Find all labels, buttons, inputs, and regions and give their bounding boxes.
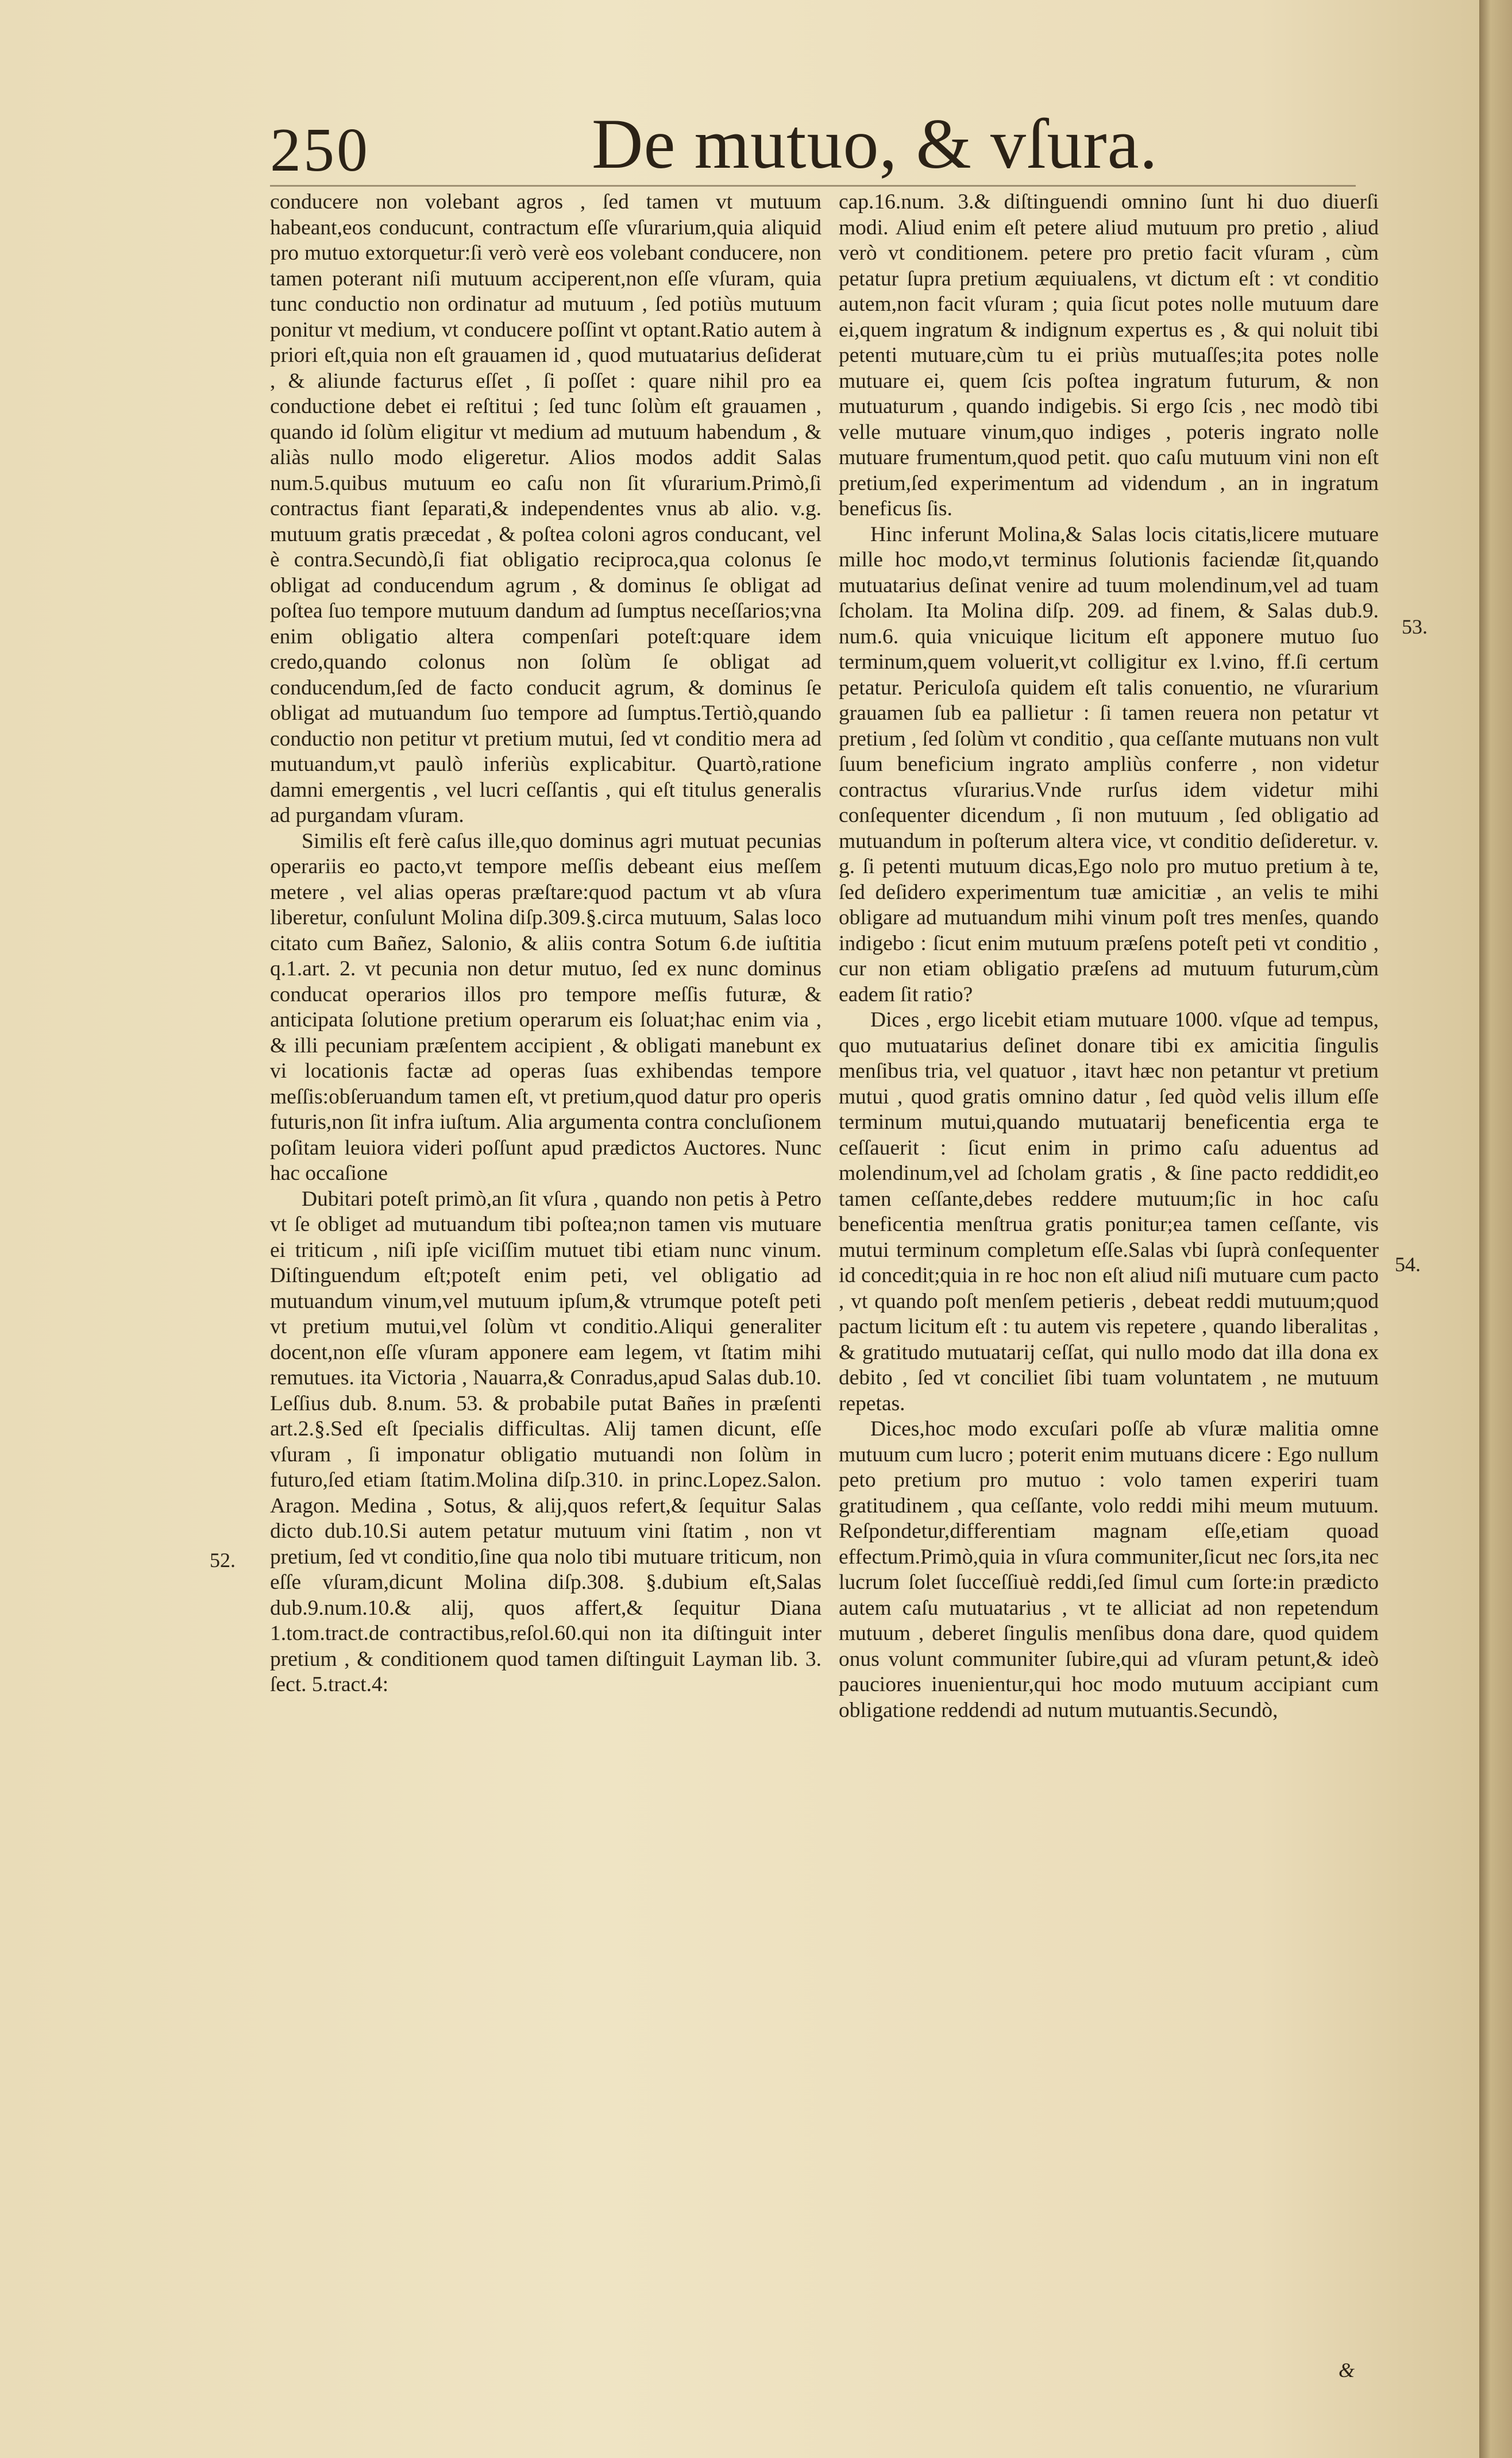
page-title: De mutuo, & vſura. <box>592 105 1158 183</box>
margin-number-54: 54. <box>1395 1253 1421 1276</box>
paragraph: Dices,hoc modo excuſari poſſe ab vſuræ malitia omne mutuum cum lucro ; poterit enim mutuans dicere : Ego nullum peto pretium pro mutuo : volo tamen experiri tuam gratitudinem , qua ceſſante, volo reddi mihi meum mutuum. Reſpondetur,differentiam magnam eſſe,etiam quoad effectum.Primò,quia in vſura communiter,ſicut nec ſors,ita nec lucrum ſolet ſucceſſiuè reddi,ſed ſimul cum ſorte:in prædicto autem caſu mutuatarius , vt te alliciat ad non repetendum mutuum , deberet ſingulis menſibus dona dare, quod quidem onus volunt communiter ſubire,qui ad vſuram petunt,& ideò pauciores inuenientur,qui hoc modo mutuum accipiant cum obligatione reddendi ad nutum mutuantis.Secundò, <box>839 1417 1379 1722</box>
paragraph: conducere non volebant agros , ſed tamen vt mutuum habeant,eos conducunt, contractum eſſe vſurarium,quia aliquid pro mutuo extorquetur:ſi verò verè eos volebant conducere, non tamen poterant niſi mutuum acciperent,non eſſe vſuram, quia tunc conductio non ordinatur ad mutuum , ſed potiùs mutuum ponitur vt medium, vt conducere poſſint vt optant.Ratio autem à priori eſt,quia non eſt grauamen id , quod mutuatarius deſiderat , & aliunde facturus eſſet , ſi poſſet : quare nihil pro ea conductione debet ei reſtitui ; ſed tunc ſolùm eſt grauamen , quando id ſolùm eligitur vt medium ad mutuum habendum , & aliàs nullo modo eligeretur. Alios modos addit Salas num.5.quibus mutuum eo caſu non ſit vſurarium.Primò,ſi contractus fiant ſeparati,& independentes vnus ab alio. v.g. mutuum gratis præcedat , & poſtea coloni agros conducant, vel è contra.Secundò,ſi fiat obligatio reciproca,qua colonus ſe obligat ad conducendum agrum , & dominus ſe obligat ad poſtea ſuo tempore mutuum dandum ad ſumptus neceſſarios;vna enim obligatio altera compenſari poteſt:quare idem credo,quando colonus non ſolùm ſe obligat ad conducendum,ſed de facto conducit agrum, & dominus ſe obligat ad mutuandum ſuo tempore ad ſumptus.Tertiò,quando conductio non petitur vt pretium mutui, ſed vt conditio mera ad mutuandum,vt paulò inferiùs explicabitur. Quartò,ratione damni emergentis , vel lucri ceſſantis , qui eſt titulus generalis ad purgandam vſuram. <box>270 190 821 827</box>
running-head <box>270 103 1158 190</box>
margin-number-52: 52. <box>210 1549 236 1572</box>
header-rule <box>270 185 1356 187</box>
paragraph: Dices , ergo licebit etiam mutuare 1000. vſque ad tempus, quo mutuatarius deſinet donare tibi ex amicitia ſingulis menſibus tria, vel quatuor , itavt hæc non petantur vt pretium mutui , quod gratis omnino datur , ſed quòd velis illum eſſe terminum mutui,quando mutuatarij beneficentia erga te ceſſauerit : ſicut enim in primo caſu aduentus ad molendinum,vel ad ſcholam gratis , & ſine pacto reddidit,eo tamen ceſſante,debes reddere mutuum;ſic in hoc caſu beneficentia menſtrua gratis ponitur;ea tamen ceſſante, vis mutui terminum completum eſſe.Salas vbi ſuprà conſequenter id concedit;quia in re hoc non eſt aliud niſi mutuare cum pacto , vt quando poſt menſem petieris , debeat reddi mutuum;quod pactum licitum eſt : tu autem vis repetere , quando liberalitas , & gratitudo mutuatarij ceſſat, qui nullo modo dat illa dona ex debito , ſed vt conciliet ſibi tuam voluntatem , ne mutuum repetas. <box>839 1008 1379 1415</box>
left-column <box>270 190 821 1698</box>
right-column <box>839 190 1379 1723</box>
page-number: 250 <box>270 116 370 184</box>
paragraph: Dubitari poteſt primò,an ſit vſura , quando non petis à Petro vt ſe obliget ad mutuandum tibi poſtea;non tamen vis mutuare ei triticum , niſi ipſe viciſſim mutuet tibi etiam nunc vinum. Diſtinguendum eſt;poteſt enim peti, vel obligatio ad mutuandum vinum,vel mutuum ipſum,& vtrumque poteſt peti vt pretium mutui,vel ſolùm vt conditio.Aliqui generaliter docent,non eſſe vſuram apponere eam legem, vt ſtatim mihi remutues. ita Victoria , Nauarra,& Conradus,apud Salas dub.10. Leſſius dub. 8.num. 53. & probabile putat Bañes in præſenti art.2.§.Sed eſt ſpecialis difficultas. Alij tamen dicunt, eſſe vſuram , ſi imponatur obligatio mutuandi non ſolùm in futuro,ſed etiam ſtatim.Molina diſp.310. in princ.Lopez.Salon. Aragon. Medina , Sotus, & alij,quos refert,& ſequitur Salas dicto dub.10.Si autem petatur mutuum vini ſtatim , non vt pretium, ſed vt conditio,ſine qua nolo tibi mutuare triticum, non eſſe vſuram,dicunt Molina diſp.308. §.dubium eſt,Salas dub.9.num.10.& alij, quos affert,& ſequitur Diana 1.tom.tract.de contractibus,reſol.60.qui non ita diſtinguit inter pretium , & conditionem quod tamen diſtinguit Layman lib. 3. ſect. 5.tract.4: <box>270 1187 821 1696</box>
margin-number-53: 53. <box>1402 615 1428 638</box>
paragraph: cap.16.num. 3.& diſtinguendi omnino ſunt hi duo diuerſi modi. Aliud enim eſt petere aliud mutuum pro pretio , aliud verò vt conditionem. petere pro pretio facit vſuram , cùm petatur ſupra pretium æquiualens, vt dictum eſt : vt conditio autem,non facit vſuram ; quia ſicut potes nolle mutuum dare ei,quem ingratum & indignum expertus es , & qui noluit tibi petenti mutuare,cùm tu ei priùs mutuaſſes;ita potes nolle mutuare ei, quem ſcis poſtea ingratum futurum, & non mutuaturum , quando indigebis. Si ergo ſcis , nec modò tibi velle mutuare vinum,quo indiges , poteris ingrato nolle mutuare frumentum,quod petit. quo caſu mutuum vini non eſt pretium,ſed experimentum ad videndum , an in ingratum beneficus ſis. <box>839 190 1379 520</box>
paragraph: Hinc inferunt Molina,& Salas locis citatis,licere mutuare mille hoc modo,vt terminus ſolutionis faciendæ ſit,quando mutuatarius deſinat venire ad tuum molendinum,vel ad tuam ſcholam. Ita Molina diſp. 209. ad finem, & Salas dub.9. num.6. quia vnicuique licitum eſt apponere mutuo ſuo terminum,quem voluerit,vt colligitur ex l.vino, ff.ſi certum petatur. Periculoſa quidem eſt talis conuentio, ne vſurarium grauamen ſub ea pallietur : ſi tamen reuera non petatur vt pretium , ſed ſolùm vt conditio , qua ceſſante mutuans non vult ſuum beneficium ingrato ampliùs conferre , non videtur contractus vſurarius.Vnde rurſus idem videtur mihi conſequenter dicendum , ſi non mutuum , ſed obligatio ad mutuandum in poſterum altera vice, vt conditio deſideretur. v. g. ſi petenti mutuum dicas,Ego nolo pro mutuo pretium à te, ſed deſidero experimentum tuæ amicitiæ , an velis te mihi obligare ad mutuandum mihi vinum poſt tres menſes, quando indigebo : ſicut enim mutuum præſens poteſt peti vt conditio , cur non etiam obligatio præſens ad mutuum futurum,cùm eadem ſit ratio? <box>839 522 1379 1006</box>
paragraph: Similis eſt ferè caſus ille,quo dominus agri mutuat pecunias operariis eo pacto,vt tempore meſſis debeant eius meſſem metere , vel alias operas præſtare:quod pactum vt ab vſura liberetur, conſulunt Molina diſp.309.§.circa mutuum, Salas loco citato cum Bañez, Salonio, & aliis contra Sotum 6.de iuſtitia q.1.art. 2. vt pecunia non detur mutuo, ſed ex nunc dominus conducat operarios illos pro tempore meſſis futuræ, & anticipata ſolutione pretium operarum eis ſoluat;hac enim via , & illi pecuniam præſentem accipient , & obligati manebunt ex vi locationis factæ ad operas ſuas exhibendas tempore meſſis:obſeruandum tamen eſt, vt pretium,quod datur pro operis futuris,non ſit infra iuſtum. Alia argumenta contra concluſionem poſitam leuiora videri poſſunt apud prædictos Auctores. Nunc hac occaſione <box>270 829 821 1185</box>
page-edge <box>1479 0 1512 2458</box>
catchword: & <box>1339 2359 1355 2382</box>
